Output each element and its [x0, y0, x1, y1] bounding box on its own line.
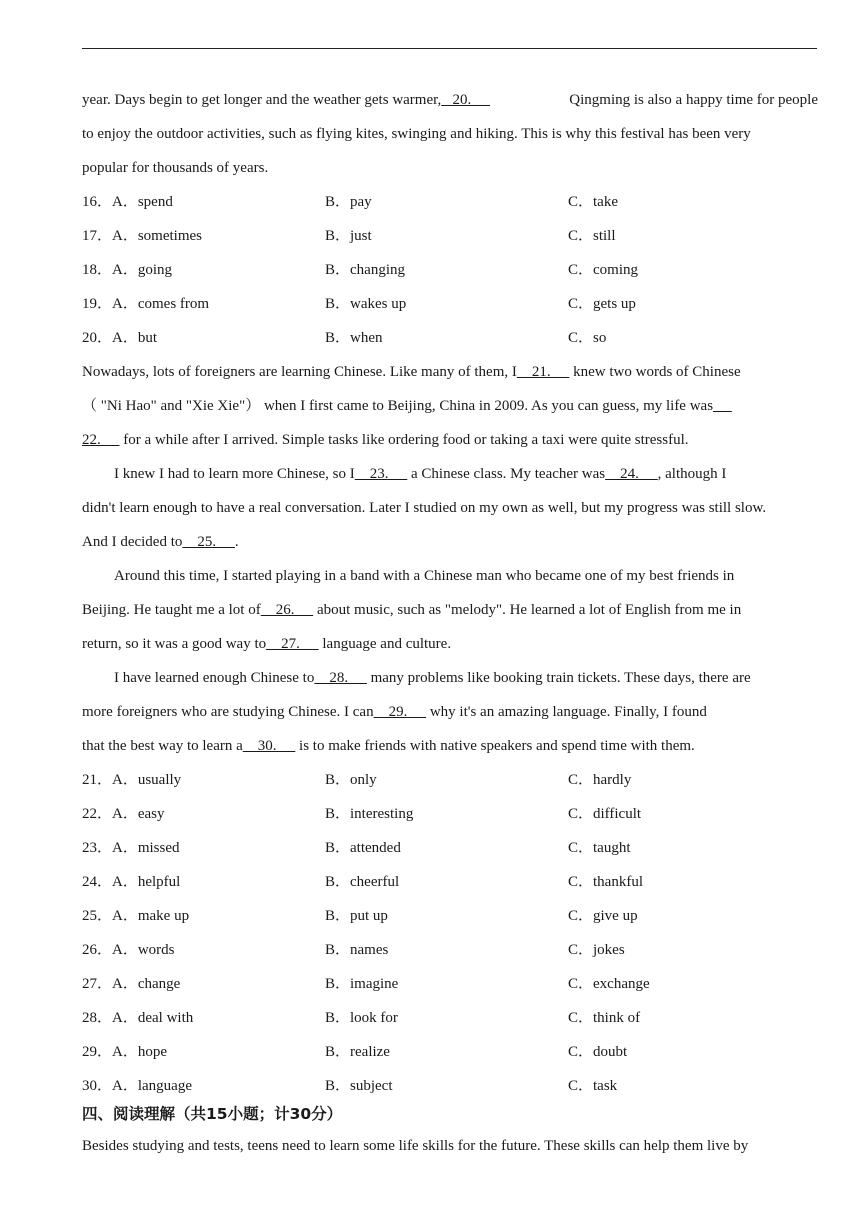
text-line: And I decided to 25. . — [82, 525, 818, 559]
option-row-21: 21．A．usually B．only C．hardly — [82, 772, 632, 788]
passage-2 — [82, 355, 818, 763]
text-line: Around this time, I started playing in a band with a Chinese man who became one of my best friends in — [114, 568, 735, 584]
option-row-18: 18．A．going B．changing C．coming — [82, 262, 638, 278]
option-row-30: 30．A．language B．subject C．task — [82, 1078, 618, 1094]
text-line-last: Besides studying and tests, teens need to learn some life skills for the future. These skills can help them live by — [82, 1138, 749, 1154]
text-line: more foreigners who are studying Chinese. I can 29. why it's an amazing language. Finally, I found — [82, 695, 818, 729]
blank-30: 30. — [242, 738, 296, 754]
blank-23: 23. — [354, 466, 408, 482]
option-row-26: 26．A．words B．names C．jokes — [82, 942, 625, 958]
blank-27: 27. — [266, 636, 319, 652]
text-line: Beijing. He taught me a lot of 26. about music, such as "melody". He learned a lot of English from me in — [82, 593, 818, 627]
option-row-19: 19．A．comes from B．wakes up C．gets up — [82, 296, 636, 312]
blank-24: 24. — [605, 466, 658, 482]
blank-29: 29. — [373, 704, 427, 720]
option-row-29: 29．A．hope B．realize C．doubt — [82, 1044, 628, 1060]
section-heading: 四、阅读理解（共15小题；计30分） — [82, 1105, 343, 1123]
blank-20: 20. — [441, 92, 491, 108]
option-row-20: 20．A．but B．when C．so — [82, 330, 607, 346]
options-group-21-30 — [82, 763, 818, 1103]
blank-26: 26. — [260, 602, 314, 618]
option-row-16: 16．A．spend B．pay C．take — [82, 194, 618, 210]
text-line: that the best way to learn a 30. is to make friends with native speakers and spend time with them. — [82, 729, 818, 763]
option-row-17: 17．A．sometimes B．just C．still — [82, 228, 616, 244]
text-line: Nowadays, lots of foreigners are learning Chinese. Like many of them, I 21. knew two words of Chinese — [82, 355, 818, 389]
option-row-23: 23．A．missed B．attended C．taught — [82, 840, 631, 856]
blank-21: 21. — [516, 364, 570, 380]
option-row-28: 28．A．deal with B．look for C．think of — [82, 1010, 641, 1026]
blank-28: 28. — [314, 670, 367, 686]
option-row-25: 25．A．make up B．put up C．give up — [82, 908, 638, 924]
blank-22: 22. — [82, 432, 120, 448]
text-line: （ "Ni Hao" and "Xie Xie"） when I first came to Beijing, China in 2009. As you can guess, my life was — [82, 389, 818, 423]
text-line: didn't learn enough to have a real conversation. Later I studied on my own as well, but my progress was still slow. — [82, 500, 767, 516]
text-line-3: popular for thousands of years. — [82, 160, 269, 176]
text-line: return, so it was a good way to 27. language and culture. — [82, 627, 818, 661]
page-content — [82, 83, 818, 1163]
option-row-27: 27．A．change B．imagine C．exchange — [82, 976, 650, 992]
text-line: I have learned enough Chinese to 28. many problems like booking train tickets. These days, there are — [82, 661, 818, 695]
option-row-22: 22．A．easy B．interesting C．difficult — [82, 806, 642, 822]
blank-25: 25. — [182, 534, 235, 550]
text-line: I knew I had to learn more Chinese, so I 23. a Chinese class. My teacher was 24. , although I — [82, 457, 818, 491]
blank-22-start — [713, 389, 732, 423]
text-line-1: year. Days begin to get longer and the weather gets warmer, 20. Qingming is also a happy time for people — [82, 83, 818, 117]
option-row-24: 24．A．helpful B．cheerful C．thankful — [82, 874, 643, 890]
text-line-2: to enjoy the outdoor activities, such as flying kites, swinging and hiking. This is why this festival has been very — [82, 126, 751, 142]
options-group-16-20 — [82, 185, 818, 355]
text-line: 22. for a while after I arrived. Simple tasks like ordering food or taking a taxi were quite stressful. — [82, 423, 818, 457]
header-rule — [82, 48, 817, 49]
